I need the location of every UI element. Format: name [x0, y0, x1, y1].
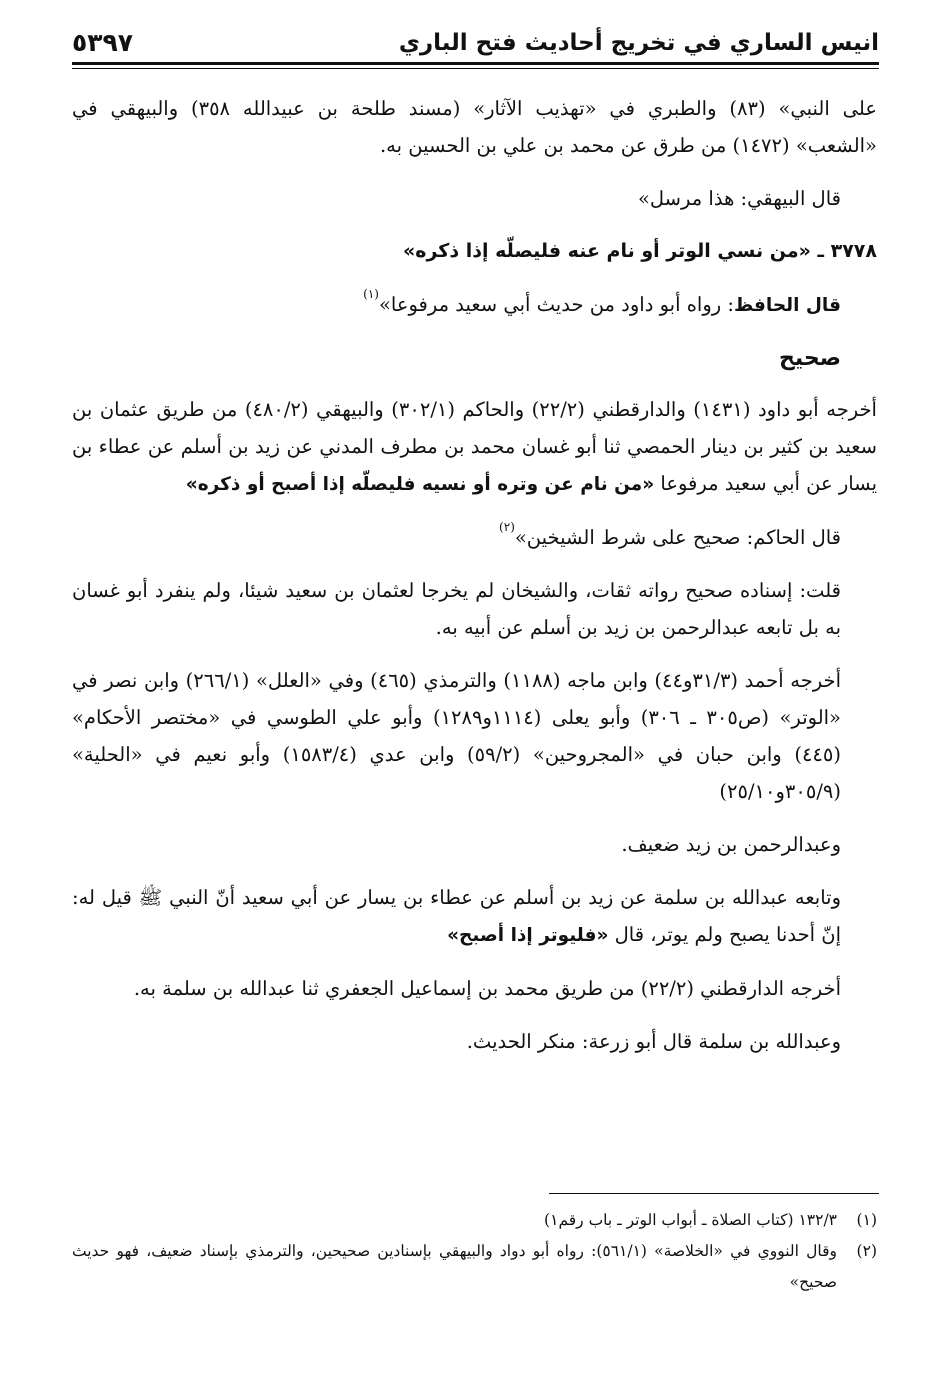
footnote-separator [549, 1193, 879, 1194]
hadith-number: ٣٧٧٨ [830, 240, 877, 262]
hakim-statement [72, 519, 877, 556]
hafiz-text: : رواه أبو داود من حديث أبي سعيد مرفوعا» [378, 293, 734, 316]
hafiz-statement [72, 286, 877, 324]
hakim-text: قال الحاكم: صحيح على شرط الشيخين» [514, 526, 841, 549]
page-header [72, 18, 879, 58]
footnote-ref-2: (٢) [499, 520, 515, 534]
mutabaa-paragraph [72, 879, 877, 954]
grade-heading: صحيح [779, 346, 841, 371]
abdurrahman-note: وعبدالرحمن بن زيد ضعيف. [621, 833, 841, 856]
main-text [72, 90, 877, 1076]
header-rule-thin [72, 68, 879, 69]
takhrij-1-text: أخرجه أبو داود (١٤٣١) والدارقطني (٢٢/٢) والحاكم (٣٠٢/١) والبيهقي (٤٨٠/٢) من طريق عثمان بن سعيد بن كثير بن دينار الحمصي ثنا أبو غسان محمد بن مطرف المدني عن زيد بن أسلم عن عطاء بن يسار عن أبي سعيد مرفوعا [72, 398, 877, 495]
footnote-mark: (٢) [856, 1242, 877, 1260]
paragraph-continuation: على النبي» (٨٣) والطبري في «تهذيب الآثار» (مسند طلحة بن عبيدالله ٣٥٨) والبيهقي في «الشعب» (١٤٧٢) من طرق عن محمد بن علي بن الحسين به. [72, 97, 877, 157]
hadith-heading [72, 233, 877, 270]
page-number: ٥٣٩٧ [72, 28, 134, 57]
hafiz-label: قال الحافظ [733, 295, 841, 316]
takhrij-paragraph-1 [72, 391, 877, 503]
mutabaa-hadith: «فليوتر إذا أصبح» [447, 925, 609, 946]
takhrij-paragraph-2: أخرجه أحمد (٣١/٣و٤٤) وابن ماجه (١١٨٨) والترمذي (٤٦٥) وفي «العلل» (٢٦٦/١) وابن نصر في «الوتر» (ص٣٠٥ ـ ٣٠٦) وأبو يعلى (١١١٤و١٢٨٩) وأبو علي الطوسي في «مختصر الأحكام» (٤٤٥) وابن حبان في «المجروحين» (٥٩/٢) وابن عدي (١٥٨٣/٤) وأبو نعيم في «الحلية» (٣٠٥/٩و٢٥/١٠) [72, 669, 842, 803]
abu-zura-note: وعبدالله بن سلمة قال أبو زرعة: منكر الحديث. [466, 1030, 841, 1053]
mutabaa-text: وتابعه عبدالله بن سلمة عن زيد بن أسلم عن عطاء بن يسار عن أبي سعيد أنّ النبي ﷺ قيل له: إنّ أحدنا يصبح ولم يوتر، قال [72, 886, 841, 946]
footnote-text: وقال النووي في «الخلاصة» (٥٦١/١): رواه أبو دواد والبيهقي بإسنادين صحيحين، والترمذي بإسناد ضعيف، فهو حديث صحيح» [72, 1242, 838, 1291]
takhrij-1-hadith: «من نام عن وتره أو نسيه فليصلّه إذا أصبح أو ذكره» [185, 474, 655, 495]
header-rule [72, 62, 879, 65]
running-title: انيس الساري في تخريج أحاديث فتح الباري [398, 30, 879, 56]
footnote-text: ١٣٢/٣ (كتاب الصلاة ـ أبواب الوتر ـ باب رقم١) [544, 1211, 837, 1229]
footnote-2 [72, 1236, 877, 1298]
hadith-text: ـ «من نسي الوتر أو نام عنه فليصلّه إذا ذكره» [403, 240, 824, 262]
footnote-mark: (١) [856, 1211, 877, 1229]
footnote-1 [72, 1205, 877, 1236]
footnote-ref-1: (١) [363, 287, 379, 301]
qultu-paragraph: قلت: إسناده صحيح رواته ثقات، والشيخان لم يخرجا لعثمان بن سعيد شيئا، ولم ينفرد أبو غسان به بل تابعه عبدالرحمن بن زيد بن أسلم عن أبيه به. [72, 579, 841, 639]
takhrij-paragraph-3: أخرجه الدارقطني (٢٢/٢) من طريق محمد بن إسماعيل الجعفري ثنا عبدالله بن سلمة به. [133, 977, 841, 1000]
footnotes [72, 1205, 877, 1298]
bayhaqi-quote: قال البيهقي: هذا مرسل» [637, 187, 841, 210]
